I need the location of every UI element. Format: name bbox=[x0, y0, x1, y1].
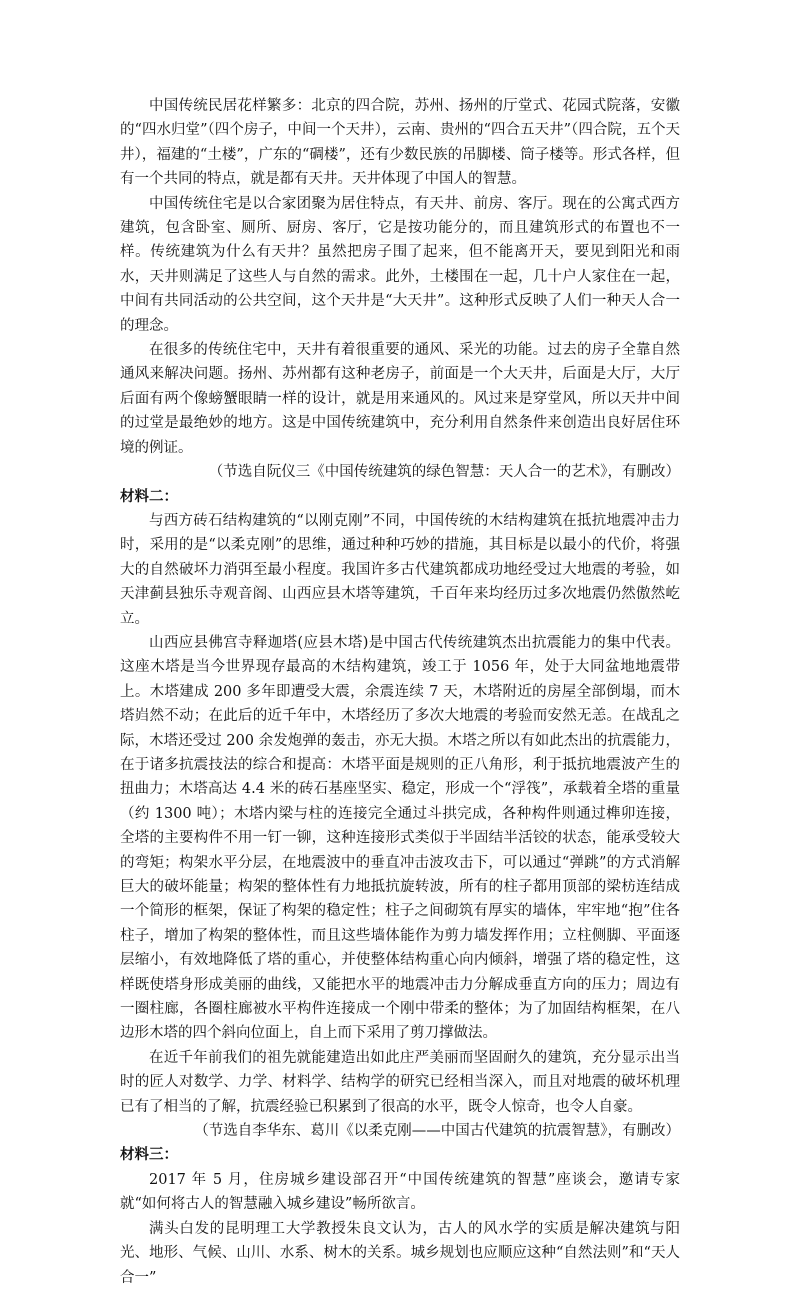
material3-paragraph-2: 满头白发的昆明理工大学教授朱良文认为，古人的风水学的实质是解决建筑与阳光、地形、气候、山川、水系、树木的关系。城乡规划也应顺应这种“自然法则”和“天人合一” bbox=[120, 1220, 680, 1286]
material2-paragraph-2: 山西应县佛宫寺释迦塔(应县木塔)是中国古代传统建筑杰出抗震能力的集中代表。这座木塔是当今世界现存最高的木结构建筑，竣工于 1056 年，处于大同盆地地震带上。木塔建成 200 多年即遭受大震，余震连续 7 天，木塔附近的房屋全部倒塌，而木塔岿然不动；在此后的近千年中，木塔经历了多次大地震的考验而安然无恙。在战乱之际，木塔还受过 200 余发炮弹的轰击，亦无大损。木塔之所以有如此杰出的抗震能力，在于诸多抗震技法的综合和提高：木塔平面是规则的正八角形，利于抵抗地震波产生的扭曲力；木塔高达 4.4 米的砖石基座坚实、稳定，形成一个“浮筏”，承载着全塔的重量（约 1300 吨）；木塔内梁与柱的连接完全通过斗拱完成，各种构件则通过榫卯连接，全塔的主要构件不用一钉一铆，这种连接形式类似于半固结半活铰的状态，能承受较大的弯矩；构架水平分层，在地震波中的垂直冲击波攻击下，可以通过“弹跳”的方式消解巨大的破坏能量；构架的整体性有力地抵抗旋转波，所有的柱子都用顶部的梁枋连结成一个简形的框架，保证了构架的稳定性；柱子之间砌筑有厚实的墙体，牢牢地“抱”住各柱子，增加了构架的整体性，而且这些墙体能作为剪力墙发挥作用；立柱侧脚、平面逐层缩小，有效地降低了塔的重心，并使整体结构重心向内倾斜，增强了塔的稳定性，这样既使塔身形成美丽的曲线，又能把水平的地震冲击力分解成垂直方向的压力；周边有一圈柱廊，各圈柱廊被水平构件连接成一个刚中带柔的整体；为了加固结构框架，在八边形木塔的四个斜向位面上，自上而下采用了剪刀撑做法。 bbox=[120, 634, 680, 1042]
material3-paragraph-1: 2017 年 5 月，住房城乡建设部召开“中国传统建筑的智慧”座谈会，邀请专家就“如何将古人的智慧融入城乡建设”畅所欲言。 bbox=[120, 1171, 680, 1213]
material1-paragraph-1: 中国传统民居花样繁多：北京的四合院，苏州、扬州的厅堂式、花园式院落，安徽的“四水归堂”（四个房子，中间一个天井），云南、贵州的“四合五天井”（四合院，五个天井），福建的“土楼”，广东的“碉楼”，还有少数民族的吊脚楼、筒子楼等。形式各样，但有一个共同的特点，就是都有天井。天井体现了中国人的智慧。 bbox=[120, 98, 680, 188]
material2-heading: 材料二： bbox=[120, 487, 178, 505]
material2-paragraph-1: 与西方砖石结构建筑的“以刚克刚”不同，中国传统的木结构建筑在抵抗地震冲击力时，采用的是“以柔克刚”的思维，通过种种巧妙的措施，其目标是以最小的代价，将强大的自然破坏力消弭至最小程度。我国许多古代建筑都成功地经受过大地震的考验，如天津蓟县独乐寺观音阁、山西应县木塔等建筑，千百年来均经历过多次地震仍然傲然屹立。 bbox=[120, 512, 680, 627]
material3-heading: 材料三： bbox=[120, 1146, 178, 1164]
material1-source: （节选自阮仪三《中国传统建筑的绿色智慧：天人合一的艺术》，有删改） bbox=[208, 464, 680, 481]
material1-paragraph-2: 中国传统住宅是以合家团聚为居住特点，有天井、前房、客厅。现在的公寓式西方建筑，包含卧室、厕所、厨房、客厅，它是按功能分的，而且建筑形式的布置也不一样。传统建筑为什么有天井？虽然把房子围了起来，但不能离开天，要见到阳光和雨水，天井则满足了这些人与自然的需求。此外，土楼围在一起，几十户人家住在一起，中间有共同活动的公共空间，这个天井是“大天井”。这种形式反映了人们一种天人合一的理念。 bbox=[120, 195, 680, 334]
material2-source: （节选自李华东、葛川《以柔克刚——中国古代建筑的抗震智慧》，有删改） bbox=[194, 1123, 680, 1140]
material1-paragraph-3: 在很多的传统住宅中，天井有着很重要的通风、采光的功能。过去的房子全靠自然通风来解决问题。扬州、苏州都有这种老房子，前面是一个大天井，后面是大厅，大厅后面有两个像螃蟹眼睛一样的设计，就是用来通风的。风过来是穿堂风，所以天井中间的过堂是最绝妙的地方。这是中国传统建筑中，充分利用自然条件来创造出良好居住环境的例证。 bbox=[120, 342, 680, 456]
material2-paragraph-3: 在近千年前我们的祖先就能建造出如此庄严美丽而坚固耐久的建筑，充分显示出当时的匠人对数学、力学、材料学、结构学的研究已经相当深入，而且对地震的破坏机理已有了相当的了解，抗震经验已积累到了很高的水平，既令人惊奇，也令人自豪。 bbox=[120, 1049, 680, 1115]
document-body bbox=[120, 94, 680, 1290]
